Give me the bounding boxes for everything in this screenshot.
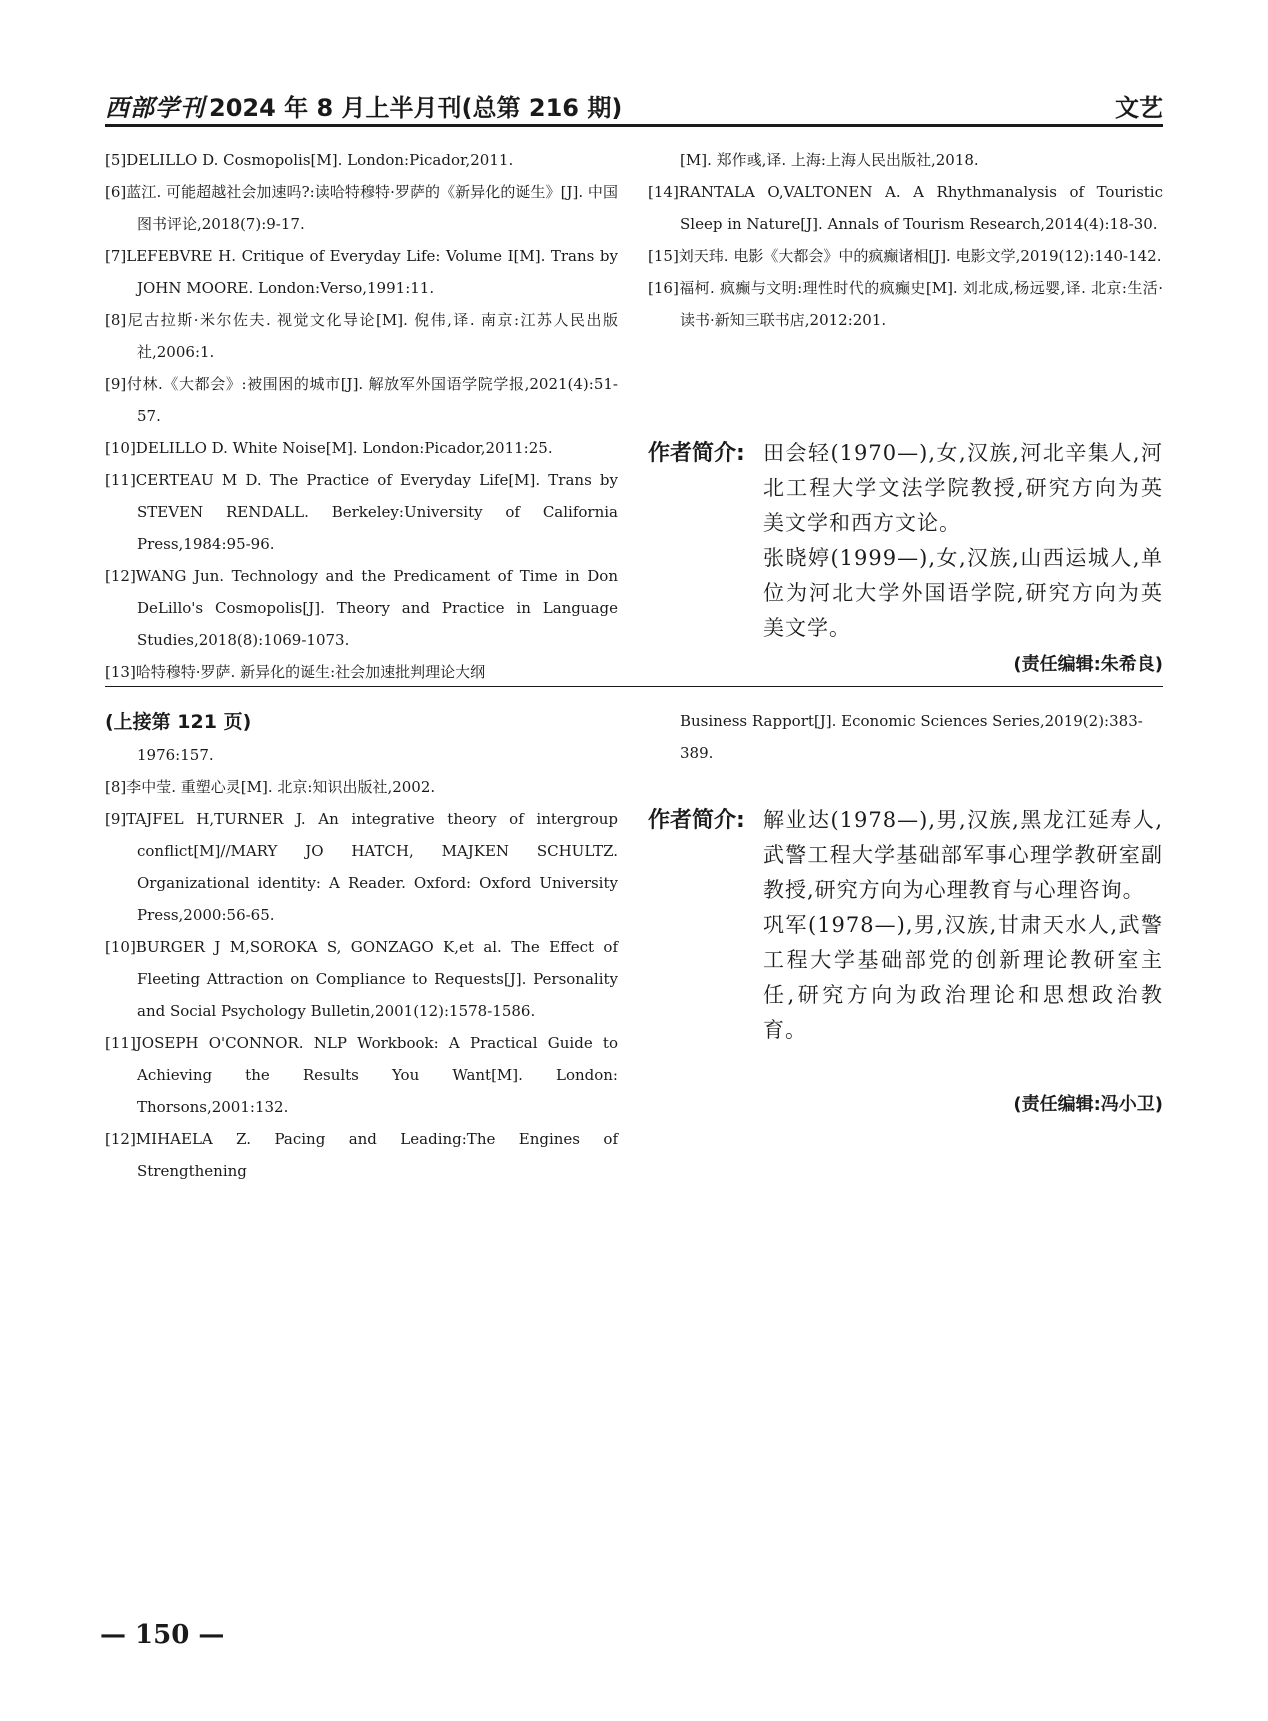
author-bio-label: 作者简介: bbox=[648, 441, 745, 466]
journal-logo: 西部学刊 bbox=[105, 94, 205, 122]
top-right-references bbox=[648, 144, 1163, 336]
reference-item: [10]DELILLO D. White Noise[M]. London:Picador,2011:25. bbox=[105, 439, 553, 457]
author-bio-paragraph: 张晓婷(1999—),女,汉族,山西运城人,单位为河北大学外国语学院,研究方向为英美文学。 bbox=[763, 546, 1163, 640]
reference-item: [12]MIHAELA Z. Pacing and Leading:The Engines of Strengthening bbox=[105, 1130, 618, 1180]
article-separator bbox=[105, 686, 1163, 687]
author-bio-paragraph: 田会轻(1970—),女,汉族,河北辛集人,河北工程大学文法学院教授,研究方向为英美文学和西方文论。 bbox=[763, 441, 1163, 535]
journal-info bbox=[105, 88, 622, 123]
responsible-editor: (责任编辑:冯小卫) bbox=[1013, 1094, 1163, 1115]
header-rule bbox=[105, 124, 1163, 127]
reference-item: [10]BURGER J M,SOROKA S, GONZAGO K,et al. The Effect of Fleeting Attraction on Compliance to Requests[J]. Personality and Social Psychology Bulletin,2001(12):1578-1586. bbox=[105, 938, 618, 1020]
bottom-left-references bbox=[105, 705, 618, 1187]
author-bio-paragraph: 解业达(1978—),男,汉族,黑龙江延寿人,武警工程大学基础部军事心理学教研室副教授,研究方向为心理教育与心理咨询。 bbox=[763, 808, 1163, 902]
reference-item: [11]CERTEAU M D. The Practice of Everyday Life[M]. Trans by STEVEN RENDALL. Berkeley:University of California Press,1984:95-96. bbox=[105, 471, 618, 553]
reference-item: [8]尼古拉斯·米尔佐夫. 视觉文化导论[M]. 倪伟,译. 南京:江苏人民出版社,2006:1. bbox=[105, 311, 618, 361]
author-bio-label: 作者简介: bbox=[648, 808, 745, 833]
reference-item: [15]刘天玮. 电影《大都会》中的疯癫诸相[J]. 电影文学,2019(12):140-142. bbox=[648, 247, 1162, 265]
reference-item: [14]RANTALA O,VALTONEN A. A Rhythmanalysis of Touristic Sleep in Nature[J]. Annals of Tourism Research,2014(4):18-30. bbox=[648, 183, 1163, 233]
reference-item: [16]福柯. 疯癫与文明:理性时代的疯癫史[M]. 刘北成,杨远婴,译. 北京:生活·读书·新知三联书店,2012:201. bbox=[648, 279, 1163, 329]
reference-item: [6]蓝江. 可能超越社会加速吗?:读哈特穆特·罗萨的《新异化的诞生》[J]. 中国图书评论,2018(7):9-17. bbox=[105, 183, 618, 233]
bottom-right-references bbox=[648, 705, 1163, 769]
journal-issue: 2024 年 8 月上半月刊(总第 216 期) bbox=[209, 94, 623, 122]
reference-item: [5]DELILLO D. Cosmopolis[M]. London:Picador,2011. bbox=[105, 151, 514, 169]
reference-item: [11]JOSEPH O'CONNOR. NLP Workbook: A Practical Guide to Achieving the Results You Want[M]. London: Thorsons,2001:132. bbox=[105, 1034, 618, 1116]
reference-item: [8]李中莹. 重塑心灵[M]. 北京:知识出版社,2002. bbox=[105, 778, 436, 796]
reference-continuation: Business Rapport[J]. Economic Sciences Series,2019(2):383-389. bbox=[680, 712, 1143, 762]
reference-item: [9]付林.《大都会》:被围困的城市[J]. 解放军外国语学院学报,2021(4):51-57. bbox=[105, 375, 618, 425]
bottom-author-bio bbox=[648, 803, 1163, 1083]
author-bio-body bbox=[763, 803, 1163, 1048]
reference-item: [13]哈特穆特·罗萨. 新异化的诞生:社会加速批判理论大纲 bbox=[105, 663, 486, 681]
continued-from-label: (上接第 121 页) bbox=[105, 711, 252, 733]
top-author-bio bbox=[648, 436, 1163, 640]
author-bio-body bbox=[763, 436, 1163, 646]
page-number: — 150 — bbox=[100, 1620, 225, 1650]
top-left-references bbox=[105, 144, 618, 688]
responsible-editor: (责任编辑:朱希良) bbox=[1013, 654, 1163, 675]
reference-item: [12]WANG Jun. Technology and the Predicament of Time in Don DeLillo's Cosmopolis[J]. Theory and Practice in Language Studies,2018(8):1069-1073. bbox=[105, 567, 618, 649]
reference-item: [9]TAJFEL H,TURNER J. An integrative theory of intergroup conflict[M]//MARY JO HATCH, MAJKEN SCHULTZ. Organizational identity: A Reader. Oxford: Oxford University Press,2000:56-65. bbox=[105, 810, 618, 924]
author-bio-paragraph: 巩军(1978—),男,汉族,甘肃天水人,武警工程大学基础部党的创新理论教研室主任,研究方向为政治理论和思想政治教育。 bbox=[763, 913, 1163, 1042]
reference-continuation: [M]. 郑作彧,译. 上海:上海人民出版社,2018. bbox=[680, 151, 979, 169]
reference-item: [7]LEFEBVRE H. Critique of Everyday Life: Volume I[M]. Trans by JOHN MOORE. London:Verso,1991:11. bbox=[105, 247, 618, 297]
running-header bbox=[105, 88, 1163, 120]
section-name: 文艺 bbox=[1115, 94, 1163, 122]
reference-continuation: 1976:157. bbox=[137, 746, 214, 764]
